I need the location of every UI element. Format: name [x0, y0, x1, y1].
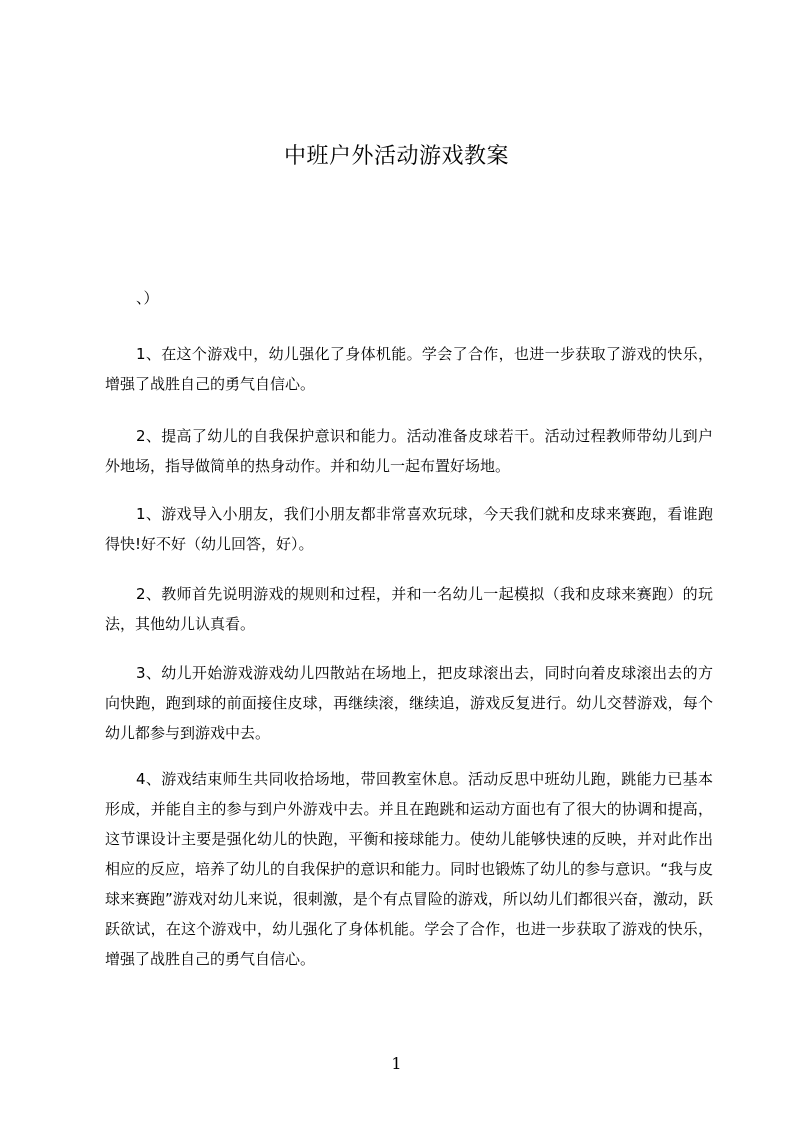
- paragraph-3: 2、提高了幼儿的自我保护意识和能力。活动准备皮球若干。活动过程教师带幼儿到户外地场，指导做简单的热身动作。并和幼儿一起布置好场地。: [105, 427, 713, 475]
- paragraph-2: 1、在这个游戏中，幼儿强化了身体机能。学会了合作，也进一步获取了游戏的快乐，增强了战胜自己的勇气自信心。: [105, 345, 713, 393]
- paragraph-1: 、）: [136, 289, 159, 307]
- paragraph-6: 3、幼儿开始游戏游戏幼儿四散站在场地上，把皮球滚出去，同时向着皮球滚出去的方向快跑，跑到球的前面接住皮球，再继续滚，继续追，游戏反复进行。幼儿交替游戏，每个幼儿都参与到游戏中去。: [105, 664, 713, 742]
- paragraph-7: 4、游戏结束师生共同收拾场地，带回教室休息。活动反思中班幼儿跑，跳能力已基本形成，并能自主的参与到户外游戏中去。并且在跑跳和运动方面也有了很大的协调和提高，这节课设计主要是强化幼儿的快跑，平衡和接球能力。使幼儿能够快速的反映，并对此作出相应的反应，培养了幼儿的自我保护的意识和能力。同时也锻炼了幼儿的参与意识。“我与皮球来赛跑”游戏对幼儿来说，很刺激，是个有点冒险的游戏，所以幼儿们都很兴奋，激动，跃跃欲试，在这个游戏中，幼儿强化了身体机能。学会了合作，也进一步获取了游戏的快乐，增强了战胜自己的勇气自信心。: [105, 770, 713, 968]
- page-title: 中班户外活动游戏教案: [283, 144, 509, 169]
- page-number: 1: [391, 1054, 402, 1073]
- paragraph-5: 2、教师首先说明游戏的规则和过程，并和一名幼儿一起模拟（我和皮球来赛跑）的玩法，其他幼儿认真看。: [105, 585, 713, 633]
- paragraph-4: 1、游戏导入小朋友，我们小朋友都非常喜欢玩球，今天我们就和皮球来赛跑，看谁跑得快!好不好（幼儿回答，好）。: [105, 505, 713, 553]
